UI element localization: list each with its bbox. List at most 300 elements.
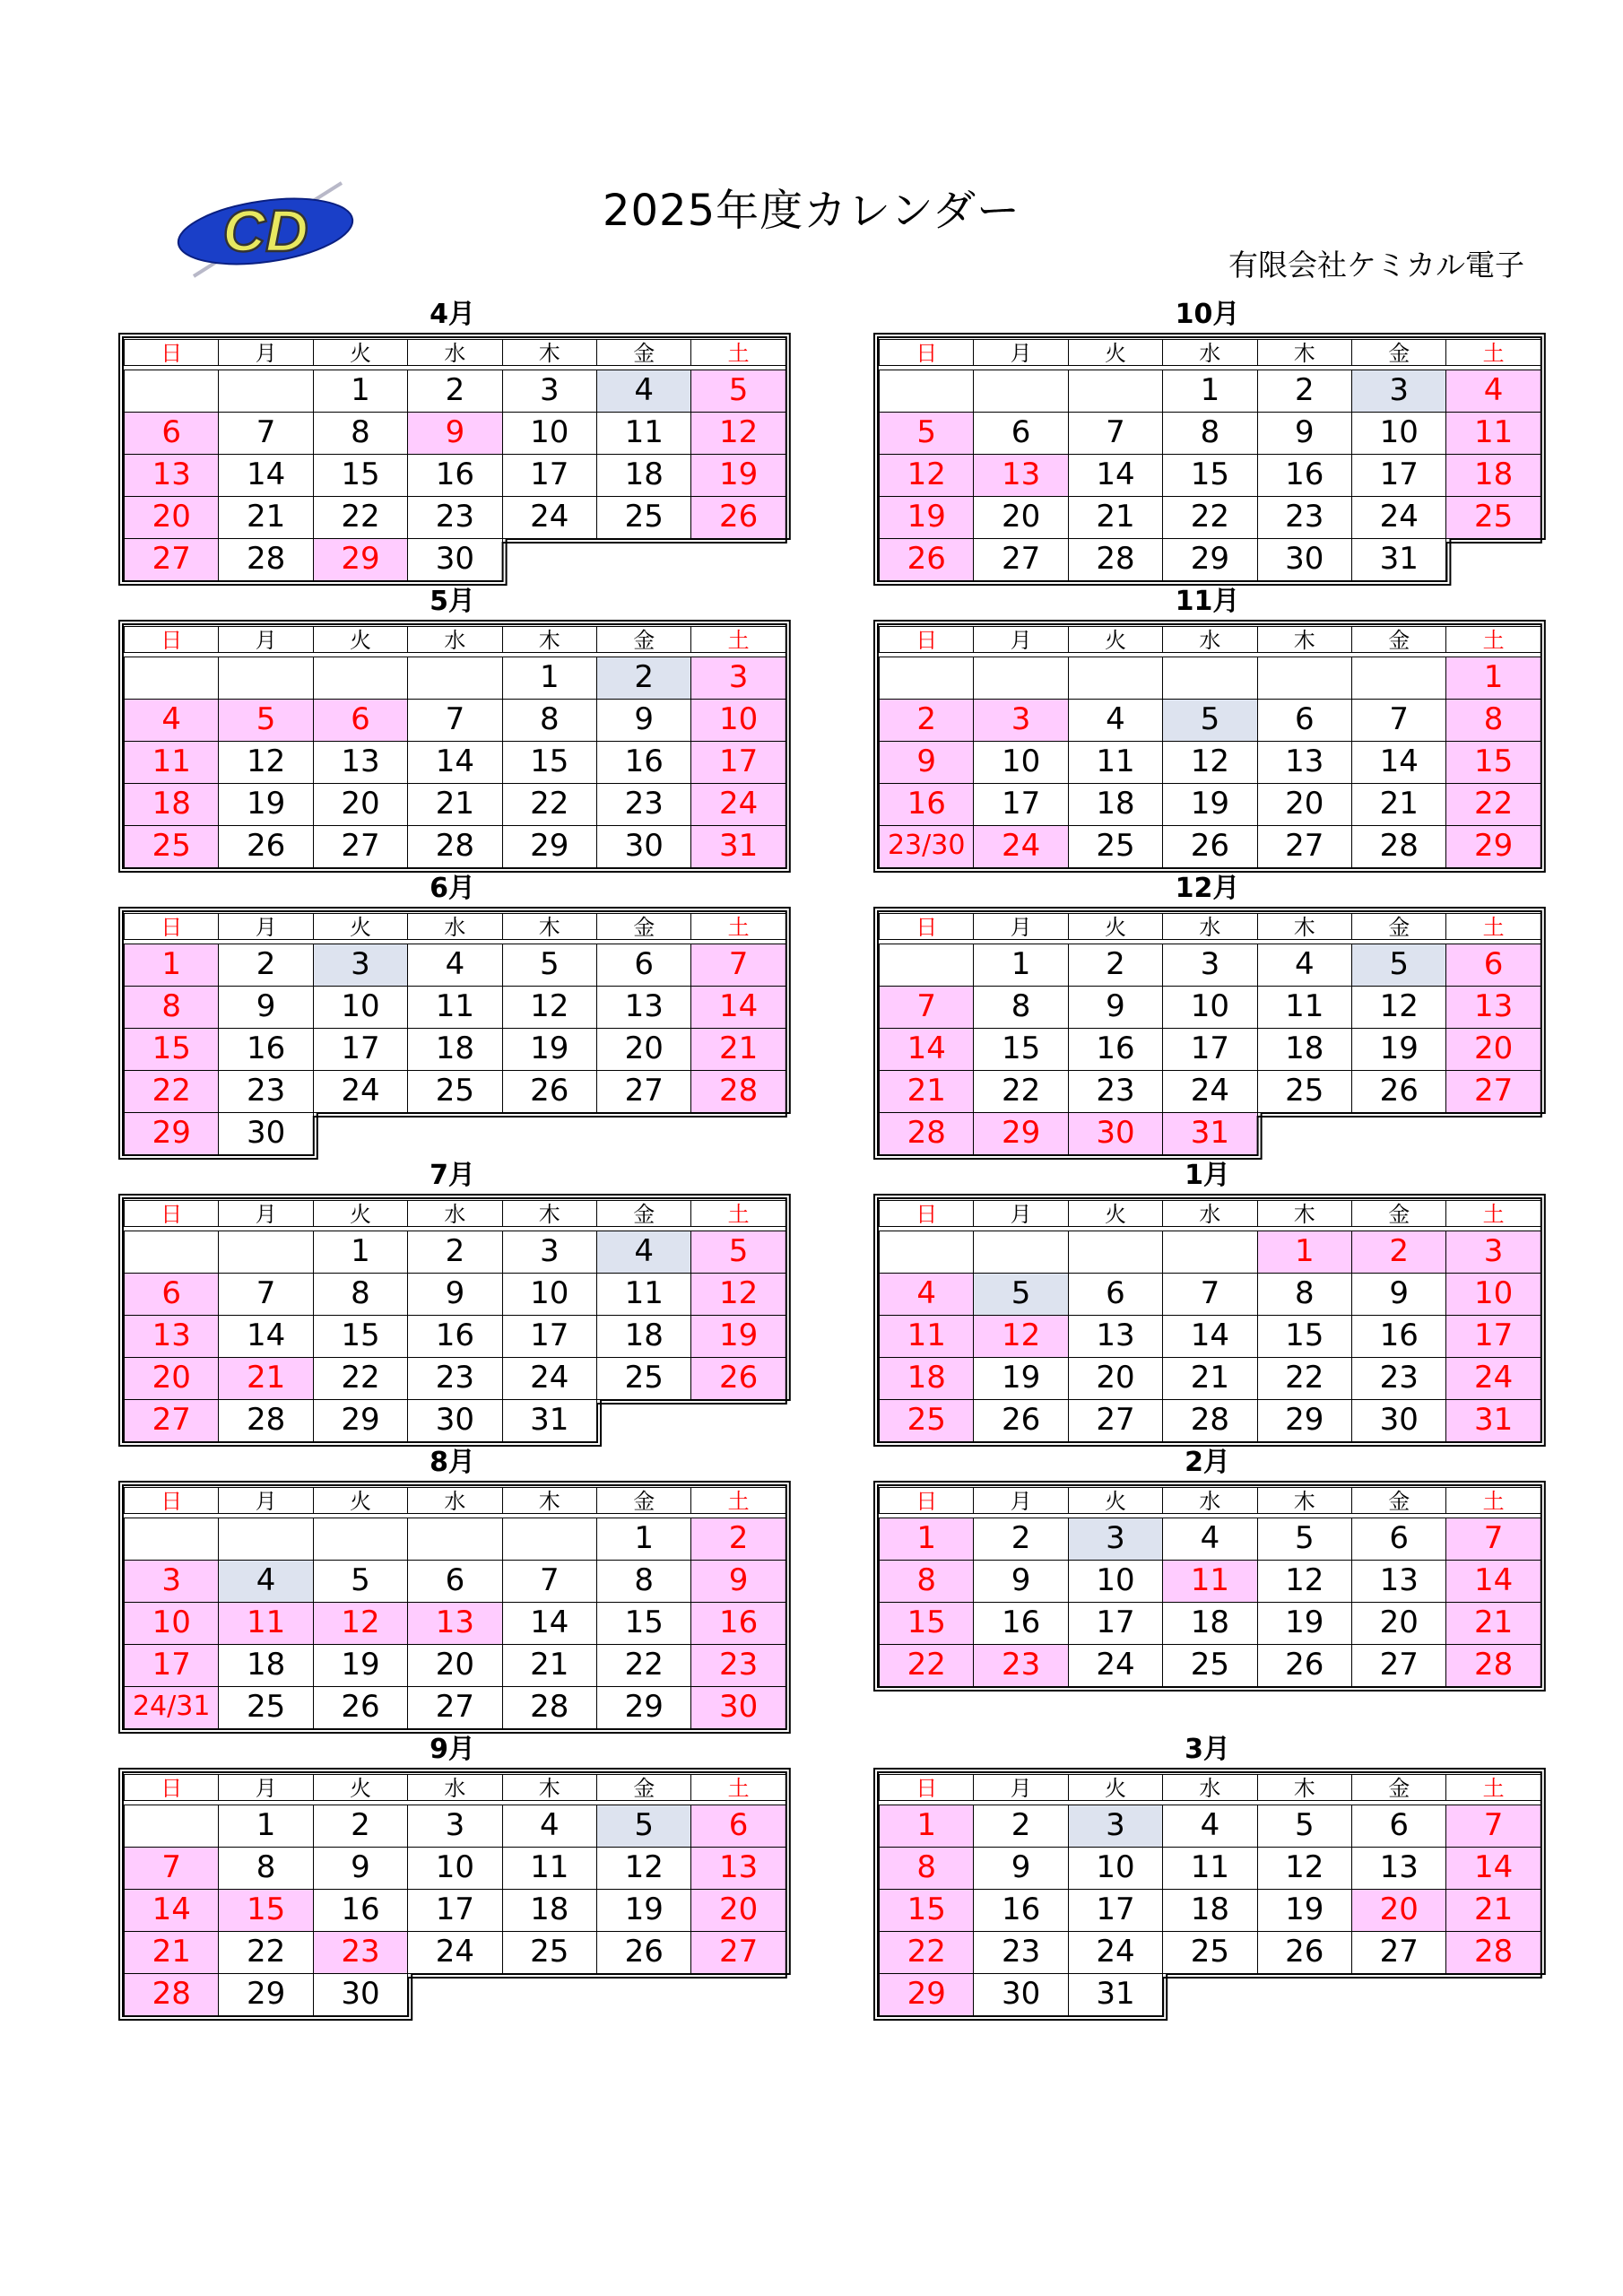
- empty-cell: [973, 370, 1068, 413]
- page-title: 2025年度カレンダー: [602, 186, 1021, 236]
- weekday-header: 木: [1257, 913, 1352, 940]
- day-cell: 30: [973, 1973, 1068, 2016]
- day-cell: 5: [1257, 1518, 1352, 1561]
- day-cell: 24: [1351, 496, 1446, 539]
- day-cell: 20: [596, 1028, 691, 1071]
- day-cell: 29: [218, 1973, 313, 2016]
- day-cell: 2: [879, 699, 974, 742]
- day-cell: 5: [1162, 699, 1257, 742]
- day-cell: 3: [973, 699, 1068, 742]
- day-cell: 27: [1445, 1070, 1541, 1113]
- day-cell: 8: [596, 1560, 691, 1603]
- day-cell: 4: [879, 1273, 974, 1316]
- weekday-header: 土: [690, 1487, 785, 1514]
- day-cell: 15: [218, 1889, 313, 1932]
- day-cell: 26: [502, 1070, 597, 1113]
- day-cell: 23: [407, 1357, 502, 1400]
- day-cell: 7: [124, 1847, 219, 1890]
- day-cell: 16: [313, 1889, 408, 1932]
- weekday-header: 土: [1445, 339, 1541, 366]
- weekday-header: 月: [973, 913, 1068, 940]
- day-cell: 5: [879, 412, 974, 455]
- day-cell: 21: [1162, 1357, 1257, 1400]
- weekday-header: 土: [690, 339, 785, 366]
- day-cell: 1: [502, 657, 597, 700]
- day-cell: 27: [124, 538, 219, 581]
- day-cell: 22: [313, 496, 408, 539]
- day-cell: 21: [879, 1070, 974, 1113]
- day-cell: 19: [879, 496, 974, 539]
- day-cell: 19: [313, 1644, 408, 1687]
- weekday-header: 火: [1068, 1487, 1163, 1514]
- day-cell: 18: [596, 1315, 691, 1358]
- day-cell: 12: [879, 454, 974, 497]
- day-cell: 28: [1162, 1399, 1257, 1442]
- day-cell: 8: [879, 1847, 974, 1890]
- day-cell: 31: [1162, 1112, 1257, 1155]
- day-cell: 5: [973, 1273, 1068, 1316]
- day-cell: 15: [502, 741, 597, 784]
- day-cell: 3: [407, 1805, 502, 1848]
- weekday-header: 水: [1162, 339, 1257, 366]
- day-cell: 6: [1257, 699, 1352, 742]
- month-title: 2月: [1185, 1447, 1230, 1478]
- day-cell: 13: [973, 454, 1068, 497]
- month-title: 7月: [430, 1160, 475, 1191]
- month-title: 11月: [1175, 586, 1240, 617]
- day-cell: 25: [1162, 1644, 1257, 1687]
- day-cell: 29: [879, 1973, 974, 2016]
- month-title: 6月: [430, 873, 475, 904]
- day-cell: 14: [690, 986, 785, 1029]
- day-cell: 24: [1162, 1070, 1257, 1113]
- day-cell: 13: [124, 1315, 219, 1358]
- day-cell: 28: [1351, 825, 1446, 868]
- day-cell: 25: [407, 1070, 502, 1113]
- weekday-header: 月: [218, 339, 313, 366]
- day-cell: 16: [973, 1602, 1068, 1645]
- day-cell: 26: [1351, 1070, 1446, 1113]
- weekday-header: 火: [1068, 339, 1163, 366]
- weekday-header: 日: [124, 913, 219, 940]
- day-cell: 3: [124, 1560, 219, 1603]
- empty-cell: [124, 1518, 219, 1561]
- day-cell: 16: [879, 783, 974, 826]
- day-cell: 11: [407, 986, 502, 1029]
- day-cell: 6: [1068, 1273, 1163, 1316]
- day-cell: 20: [1257, 783, 1352, 826]
- empty-cell: [1257, 657, 1352, 700]
- weekday-header: 火: [313, 1774, 408, 1801]
- day-cell: 27: [596, 1070, 691, 1113]
- day-cell: 30: [596, 825, 691, 868]
- day-cell: 27: [1257, 825, 1352, 868]
- weekday-header: 水: [407, 626, 502, 653]
- weekday-header: 木: [502, 339, 597, 366]
- day-cell: 20: [1445, 1028, 1541, 1071]
- empty-cell: [407, 1518, 502, 1561]
- month-title: 12月: [1175, 873, 1240, 904]
- day-cell: 14: [502, 1602, 597, 1645]
- day-cell: 4: [1068, 699, 1163, 742]
- empty-cell: [502, 1518, 597, 1561]
- day-cell: 17: [502, 454, 597, 497]
- day-cell: 16: [596, 741, 691, 784]
- empty-cell: [1068, 370, 1163, 413]
- weekday-header: 火: [313, 1200, 408, 1227]
- day-cell: 17: [1068, 1602, 1163, 1645]
- company-name: 有限会社ケミカル電子: [1228, 248, 1524, 283]
- day-cell: 25: [879, 1399, 974, 1442]
- day-cell: 30: [313, 1973, 408, 2016]
- day-cell: 4: [1445, 370, 1541, 413]
- day-cell: 16: [407, 454, 502, 497]
- day-cell: 12: [973, 1315, 1068, 1358]
- weekday-header: 月: [218, 1200, 313, 1227]
- empty-cell: [1068, 1231, 1163, 1274]
- day-cell: 29: [1162, 538, 1257, 581]
- weekday-header: 木: [502, 1487, 597, 1514]
- month-title: 1月: [1185, 1160, 1230, 1191]
- day-cell: 24: [1068, 1644, 1163, 1687]
- weekday-header: 木: [502, 1200, 597, 1227]
- day-cell: 18: [879, 1357, 974, 1400]
- day-cell: 20: [124, 1357, 219, 1400]
- day-cell: 30: [218, 1112, 313, 1155]
- day-cell: 16: [1068, 1028, 1163, 1071]
- day-cell: 16: [1257, 454, 1352, 497]
- day-cell: 11: [1162, 1847, 1257, 1890]
- day-cell: 26: [313, 1686, 408, 1729]
- day-cell: 17: [1162, 1028, 1257, 1071]
- day-cell: 30: [1257, 538, 1352, 581]
- weekday-header: 土: [690, 626, 785, 653]
- empty-cell: [218, 1518, 313, 1561]
- month-title: 8月: [430, 1447, 475, 1478]
- day-cell: 2: [973, 1518, 1068, 1561]
- day-cell: 11: [1162, 1560, 1257, 1603]
- day-cell: 7: [690, 944, 785, 987]
- weekday-header: 水: [1162, 913, 1257, 940]
- weekday-header: 日: [879, 913, 974, 940]
- day-cell: 3: [313, 944, 408, 987]
- day-cell: 12: [1162, 741, 1257, 784]
- day-cell: 18: [596, 454, 691, 497]
- day-cell: 11: [879, 1315, 974, 1358]
- empty-cell: [218, 657, 313, 700]
- day-cell: 2: [313, 1805, 408, 1848]
- day-cell: 27: [124, 1399, 219, 1442]
- day-cell: 16: [973, 1889, 1068, 1932]
- day-cell: 17: [502, 1315, 597, 1358]
- day-cell: 28: [502, 1686, 597, 1729]
- day-cell: 1: [879, 1805, 974, 1848]
- day-cell: 17: [124, 1644, 219, 1687]
- weekday-header: 金: [1351, 1200, 1446, 1227]
- day-cell: 5: [502, 944, 597, 987]
- day-cell: 29: [124, 1112, 219, 1155]
- day-cell: 15: [596, 1602, 691, 1645]
- day-cell: 28: [879, 1112, 974, 1155]
- day-cell: 9: [218, 986, 313, 1029]
- weekday-header: 日: [879, 626, 974, 653]
- day-cell: 26: [1162, 825, 1257, 868]
- weekday-header: 月: [218, 1487, 313, 1514]
- day-cell: 30: [1351, 1399, 1446, 1442]
- day-cell: 19: [1257, 1602, 1352, 1645]
- day-cell: 28: [1445, 1931, 1541, 1974]
- weekday-header: 日: [124, 1487, 219, 1514]
- day-cell: 14: [1351, 741, 1446, 784]
- day-cell: 3: [1068, 1518, 1163, 1561]
- day-cell: 2: [596, 657, 691, 700]
- day-cell: 1: [313, 1231, 408, 1274]
- day-cell: 9: [407, 412, 502, 455]
- day-cell: 16: [407, 1315, 502, 1358]
- day-cell: 10: [502, 1273, 597, 1316]
- weekday-header: 日: [124, 1200, 219, 1227]
- weekday-header: 水: [1162, 1774, 1257, 1801]
- day-cell: 16: [218, 1028, 313, 1071]
- day-cell: 8: [218, 1847, 313, 1890]
- day-cell: 1: [1257, 1231, 1352, 1274]
- day-cell: 20: [1068, 1357, 1163, 1400]
- day-cell: 7: [1351, 699, 1446, 742]
- day-cell: 25: [1068, 825, 1163, 868]
- empty-cell: [313, 1518, 408, 1561]
- weekday-header: 火: [1068, 1200, 1163, 1227]
- day-cell: 1: [124, 944, 219, 987]
- day-cell: 22: [218, 1931, 313, 1974]
- day-cell: 2: [1068, 944, 1163, 987]
- weekday-header: 土: [1445, 626, 1541, 653]
- weekday-header: 土: [690, 1200, 785, 1227]
- day-cell: 20: [1351, 1889, 1446, 1932]
- day-cell: 19: [690, 454, 785, 497]
- empty-cell: [879, 657, 974, 700]
- day-cell: 3: [502, 370, 597, 413]
- day-cell: 14: [218, 454, 313, 497]
- day-cell: 9: [596, 699, 691, 742]
- day-cell: 12: [690, 1273, 785, 1316]
- weekday-header: 火: [313, 913, 408, 940]
- day-cell: 17: [973, 783, 1068, 826]
- day-cell: 4: [124, 699, 219, 742]
- weekday-header: 火: [1068, 913, 1163, 940]
- day-cell: 14: [124, 1889, 219, 1932]
- day-cell: 11: [1257, 986, 1352, 1029]
- weekday-header: 日: [879, 1774, 974, 1801]
- day-cell: 24: [313, 1070, 408, 1113]
- day-cell: 2: [1257, 370, 1352, 413]
- day-cell: 16: [1351, 1315, 1446, 1358]
- day-cell: 17: [1445, 1315, 1541, 1358]
- day-cell: 31: [1445, 1399, 1541, 1442]
- day-cell: 1: [879, 1518, 974, 1561]
- day-cell: 3: [690, 657, 785, 700]
- day-cell: 5: [1351, 944, 1446, 987]
- day-cell: 22: [502, 783, 597, 826]
- day-cell: 19: [1162, 783, 1257, 826]
- day-cell: 16: [690, 1602, 785, 1645]
- day-cell: 26: [218, 825, 313, 868]
- day-cell: 23: [313, 1931, 408, 1974]
- weekday-header: 月: [218, 1774, 313, 1801]
- day-cell: 23: [1257, 496, 1352, 539]
- day-cell: 1: [313, 370, 408, 413]
- day-cell: 24: [502, 496, 597, 539]
- day-cell: 3: [1068, 1805, 1163, 1848]
- day-cell: 25: [1257, 1070, 1352, 1113]
- weekday-header: 水: [407, 1774, 502, 1801]
- day-cell: 10: [1351, 412, 1446, 455]
- weekday-header: 月: [973, 1774, 1068, 1801]
- day-cell: 25: [502, 1931, 597, 1974]
- day-cell: 1: [596, 1518, 691, 1561]
- month-title: 10月: [1175, 299, 1240, 330]
- day-cell: 27: [1351, 1931, 1446, 1974]
- day-cell: 30: [690, 1686, 785, 1729]
- day-cell: 10: [1068, 1847, 1163, 1890]
- day-cell: 18: [1257, 1028, 1352, 1071]
- day-cell: 13: [407, 1602, 502, 1645]
- weekday-header: 土: [1445, 1774, 1541, 1801]
- day-cell: 6: [1445, 944, 1541, 987]
- empty-cell: [1068, 657, 1163, 700]
- month-title: 3月: [1185, 1734, 1230, 1765]
- month-title: 4月: [430, 299, 475, 330]
- day-cell: 11: [1445, 412, 1541, 455]
- day-cell: 2: [407, 370, 502, 413]
- day-cell: 10: [1445, 1273, 1541, 1316]
- day-cell: 29: [313, 1399, 408, 1442]
- weekday-header: 金: [1351, 626, 1446, 653]
- day-cell: 22: [1445, 783, 1541, 826]
- day-cell: 15: [973, 1028, 1068, 1071]
- day-cell: 8: [313, 1273, 408, 1316]
- day-cell: 24: [1068, 1931, 1163, 1974]
- day-cell: 17: [1068, 1889, 1163, 1932]
- empty-cell: [407, 657, 502, 700]
- day-cell: 8: [502, 699, 597, 742]
- weekday-header: 日: [124, 626, 219, 653]
- day-cell: 21: [124, 1931, 219, 1974]
- weekday-header: 木: [502, 1774, 597, 1801]
- empty-cell: [124, 1805, 219, 1848]
- day-cell: 1: [973, 944, 1068, 987]
- day-cell: 12: [502, 986, 597, 1029]
- day-cell: 9: [1257, 412, 1352, 455]
- day-cell: 9: [313, 1847, 408, 1890]
- day-cell: 31: [1351, 538, 1446, 581]
- day-cell: 27: [973, 538, 1068, 581]
- day-cell: 14: [879, 1028, 974, 1071]
- day-cell: 29: [1445, 825, 1541, 868]
- day-cell: 29: [1257, 1399, 1352, 1442]
- day-cell: 3: [1351, 370, 1446, 413]
- day-cell: 14: [1068, 454, 1163, 497]
- day-cell: 6: [124, 412, 219, 455]
- day-cell: 24: [502, 1357, 597, 1400]
- day-cell: 28: [218, 538, 313, 581]
- weekday-header: 木: [502, 913, 597, 940]
- day-cell: 27: [313, 825, 408, 868]
- day-cell: 13: [1351, 1560, 1446, 1603]
- day-cell: 7: [502, 1560, 597, 1603]
- day-cell: 15: [1257, 1315, 1352, 1358]
- day-cell: 23: [690, 1644, 785, 1687]
- day-cell: 22: [879, 1644, 974, 1687]
- empty-cell: [1162, 657, 1257, 700]
- day-cell: 18: [1162, 1602, 1257, 1645]
- day-cell: 26: [596, 1931, 691, 1974]
- day-cell: 13: [1351, 1847, 1446, 1890]
- day-cell: 19: [973, 1357, 1068, 1400]
- weekday-header: 月: [973, 1200, 1068, 1227]
- day-cell: 6: [1351, 1518, 1446, 1561]
- day-cell: 10: [407, 1847, 502, 1890]
- day-cell: 13: [1445, 986, 1541, 1029]
- day-cell: 5: [596, 1805, 691, 1848]
- month-title: 5月: [430, 586, 475, 617]
- day-cell: 12: [1257, 1847, 1352, 1890]
- empty-cell: [1351, 657, 1446, 700]
- day-cell: 25: [1445, 496, 1541, 539]
- day-cell: 13: [1257, 741, 1352, 784]
- day-cell: 12: [690, 412, 785, 455]
- day-cell: 21: [1445, 1889, 1541, 1932]
- day-cell: 2: [1351, 1231, 1446, 1274]
- day-cell: 7: [1445, 1518, 1541, 1561]
- day-cell: 20: [124, 496, 219, 539]
- day-cell: 21: [218, 1357, 313, 1400]
- weekday-header: 土: [690, 913, 785, 940]
- day-cell: 28: [690, 1070, 785, 1113]
- day-cell: 20: [973, 496, 1068, 539]
- weekday-header: 日: [124, 1774, 219, 1801]
- day-cell: 23: [1068, 1070, 1163, 1113]
- weekday-header: 月: [973, 339, 1068, 366]
- weekday-header: 日: [879, 339, 974, 366]
- day-cell: 27: [690, 1931, 785, 1974]
- day-cell: 22: [879, 1931, 974, 1974]
- day-cell: 29: [596, 1686, 691, 1729]
- day-cell: 15: [313, 454, 408, 497]
- weekday-header: 月: [218, 626, 313, 653]
- day-cell: 13: [124, 454, 219, 497]
- day-cell: 7: [1068, 412, 1163, 455]
- day-cell: 3: [1162, 944, 1257, 987]
- weekday-header: 木: [1257, 339, 1352, 366]
- weekday-header: 金: [1351, 339, 1446, 366]
- day-cell: 2: [973, 1805, 1068, 1848]
- day-cell: 11: [596, 412, 691, 455]
- day-cell: 17: [313, 1028, 408, 1071]
- day-cell: 19: [596, 1889, 691, 1932]
- day-cell: 5: [1257, 1805, 1352, 1848]
- weekday-header: 火: [313, 1487, 408, 1514]
- day-cell: 5: [218, 699, 313, 742]
- day-cell: 8: [1445, 699, 1541, 742]
- day-cell: 17: [1351, 454, 1446, 497]
- empty-cell: [218, 370, 313, 413]
- day-cell: 3: [1445, 1231, 1541, 1274]
- day-cell: 5: [690, 370, 785, 413]
- day-cell: 7: [879, 986, 974, 1029]
- day-cell: 19: [502, 1028, 597, 1071]
- weekday-header: 日: [879, 1200, 974, 1227]
- day-cell: 20: [1351, 1602, 1446, 1645]
